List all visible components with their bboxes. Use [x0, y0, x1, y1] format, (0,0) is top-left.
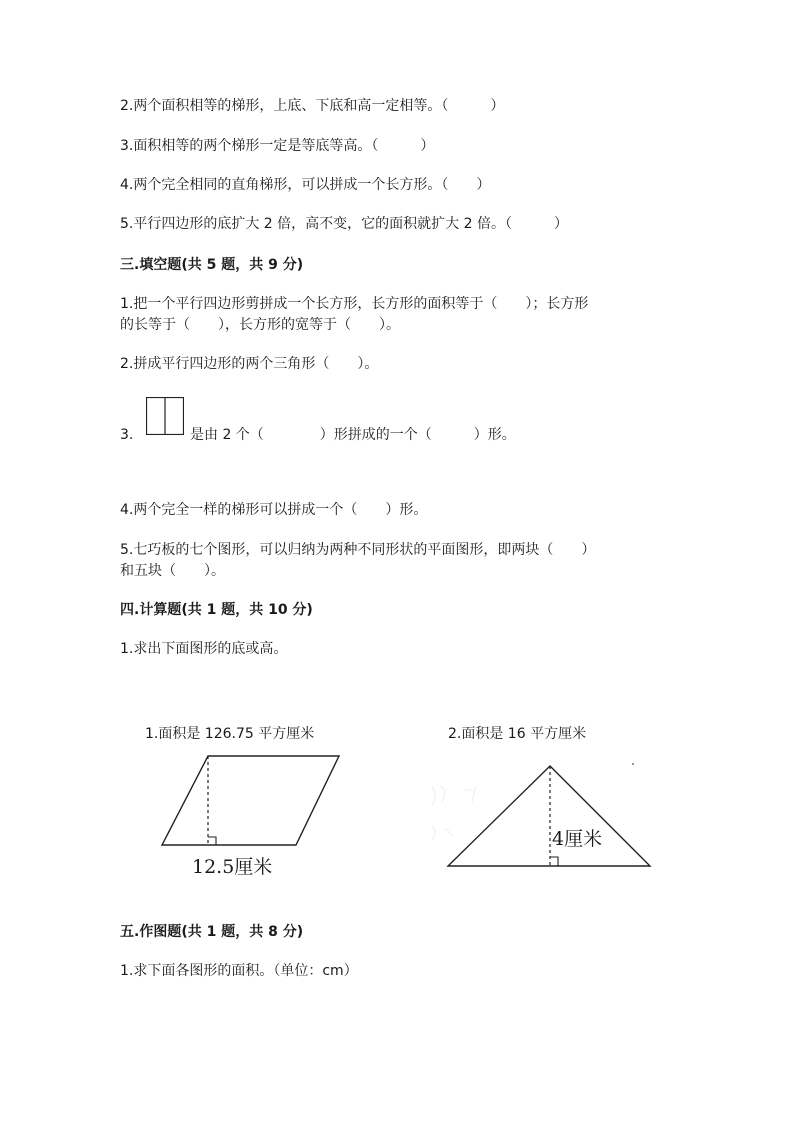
draw-item-1: 1.求下面各图形的面积。（单位：cm）	[120, 963, 358, 979]
fill-item-5-line1: 5.七巧板的七个图形，可以归纳为两种不同形状的平面图形，即两块（ ）	[120, 542, 596, 558]
section5-heading: 五.作图题(共 1 题，共 8 分)	[120, 924, 304, 940]
judgement-item-2: 2.两个面积相等的梯形，上底、下底和高一定相等。（ ）	[120, 98, 505, 114]
fill-item-1-line1: 1.把一个平行四边形剪拼成一个长方形，长方形的面积等于（ ）；长方形	[120, 296, 589, 312]
section3-heading: 三.填空题(共 5 题，共 9 分)	[120, 257, 304, 273]
parallelogram-figure	[162, 756, 339, 845]
calc-item-1: 1.求出下面图形的底或高。	[120, 641, 288, 657]
triangle-height-label: 4厘米	[552, 828, 603, 850]
triangle-figure	[448, 766, 650, 866]
fill-item-3-text: 是由 2 个（ ）形拼成的一个（ ）形。	[190, 427, 516, 443]
fill-item-1-line2: 的长等于（ ），长方形的宽等于（ ）。	[120, 317, 400, 333]
figure1-caption: 1.面积是 126.75 平方厘米	[145, 726, 315, 742]
split-rectangle-figure	[146, 397, 184, 435]
section4-heading: 四.计算题(共 1 题，共 10 分)	[120, 602, 313, 618]
judgement-item-3: 3.面积相等的两个梯形一定是等底等高。（ ）	[120, 138, 435, 154]
fill-item-4: 4.两个完全一样的梯形可以拼成一个（ ）形。	[120, 502, 428, 518]
scan-artifacts	[432, 786, 476, 840]
fill-item-3-number: 3.	[120, 427, 134, 443]
fill-item-2: 2.拼成平行四边形的两个三角形（ ）。	[120, 356, 379, 372]
judgement-item-5: 5.平行四边形的底扩大 2 倍，高不变，它的面积就扩大 2 倍。（ ）	[120, 216, 568, 232]
parallelogram-base-label: 12.5厘米	[192, 856, 273, 878]
figure2-caption: 2.面积是 16 平方厘米	[448, 726, 587, 742]
fill-item-5-line2: 和五块（ ）。	[120, 563, 225, 579]
judgement-item-4: 4.两个完全相同的直角梯形，可以拼成一个长方形。（ ）	[120, 177, 491, 193]
